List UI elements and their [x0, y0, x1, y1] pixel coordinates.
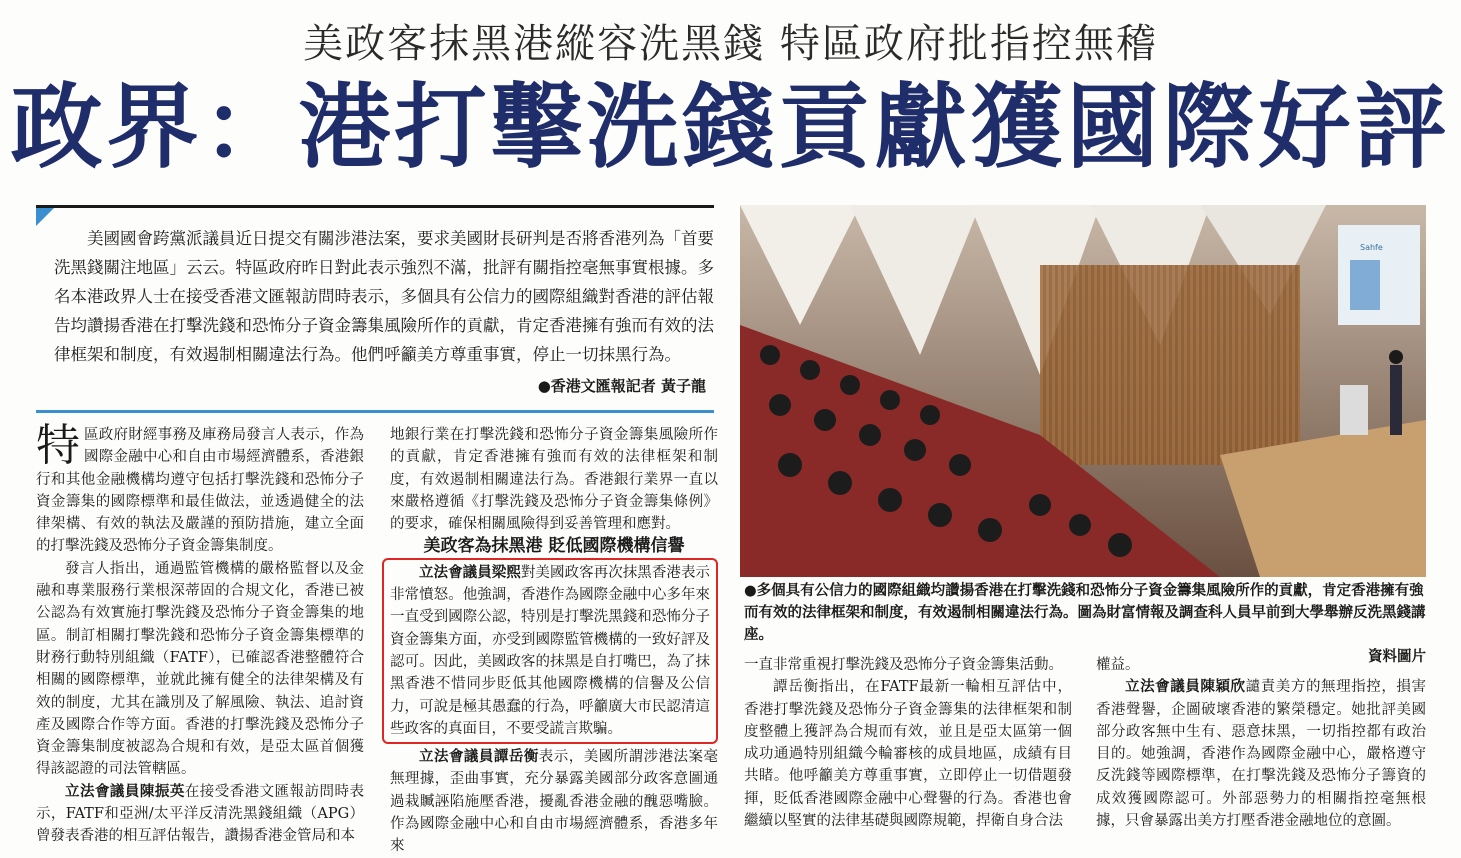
- subheading: 美政客為抹黑港 貶低國際機構信譽: [423, 536, 685, 557]
- paragraph: 對美國政客再次抹黑香港表示非常憤怒。他強調，香港作為國際金融中心多年來一直受到國際公認，特別是打擊洗黑錢和恐怖分子資金籌集方面，亦受到國際監管機構的一致好評及認可。因此，美國政客的抹黑是自打嘴巴，為了抹黑香港不惜同步貶低其他國際機構的信譽及公信力，可說是極其愚蠢的行為，呼籲廣大市民認清這些政客的真面目，不要受謊言欺騙。: [390, 564, 711, 737]
- news-photo-lecture-hall: [740, 205, 1426, 577]
- paragraph: 地銀行業在打擊洗錢和恐怖分子資金籌集風險所作的貢獻，肯定香港擁有強而有效的法律框架和制度，有效遏制相關違法行為。香港銀行業界一直以來嚴格遵循《打擊洗錢及恐怖分子資金籌集條例》的要求，確保相關風險得到妥善管理和應對。: [390, 427, 718, 533]
- caption-text: ●多個具有公信力的國際組織均讚揚香港在打擊洗錢和恐怖分子資金籌集風險所作的貢獻，肯定香港擁有強而有效的法律框架和制度，有效遏制相關違法行為。圖為財富情報及調查科人員早前到大學舉辦反洗黑錢講座。: [744, 583, 1426, 643]
- kicker-headline: 美政客抹黑港縱容洗黑錢 特區政府批指控無稽: [303, 21, 1158, 67]
- paragraph: 區政府財經事務及庫務局發言人表示，作為國際金融中心和自由市場經濟體系，香港銀行和其他金融機構均遵守包括打擊洗錢和恐怖分子資金籌集的國際標準和最佳做法，並透過健全的法律架構、有效的執法及嚴謹的預防措施，建立全面的打擊洗錢及恐怖分子資金籌集制度。: [36, 427, 364, 555]
- speaker-name: 立法會議員譚岳衡: [419, 749, 539, 766]
- speaker-name: 立法會議員陳振英: [65, 783, 185, 800]
- lecture-hall-illustration: [740, 205, 1426, 577]
- speaker-name: 立法會議員陳穎欣: [1125, 679, 1246, 696]
- byline: ●香港文匯報記者 黃子龍: [537, 377, 706, 395]
- paragraph: 發言人指出，通過監管機構的嚴格監督以及金融和專業服務行業根深蒂固的合規文化，香港已被公認為有效實施打擊洗錢及恐怖分子資金籌集的地區。制訂相關打擊洗錢和恐怖分子資金籌集標準的財務行動特別組織（FATF），已確認香港整體符合相關的國際標準，並就此擁有健全的法律架構及有效的制度，尤其在識別及了解風險、執法、追討資產及國際合作等方面。香港的打擊洗錢及恐怖分子資金籌集制度被認為合規和有效，是亞太區首個獲得該認證的司法管轄區。: [36, 560, 364, 778]
- article-column-1: [36, 420, 365, 845]
- paragraph: 表示，美國所謂涉港法案毫無理據，歪曲事實，充分暴露美國部分政客意圖通過栽贓誣陷施壓香港，擾亂香港金融的醜惡嘴臉。作為國際金融中心和自由市場經濟體系，香港多年來: [390, 749, 719, 855]
- paragraph: 權益。: [1096, 657, 1140, 673]
- lead-box: [36, 205, 714, 413]
- highlight-box: [382, 558, 718, 744]
- paragraph: 譴責美方的無理指控，損害香港聲譽，企圖破壞香港的繁榮穩定。她批評美國部分政客無中生有、惡意抹黑，一切指控都有政治目的。她強調，香港作為國際金融中心，嚴格遵守反洗錢等國際標準，在打擊洗錢及恐怖分子籌資的成效獲國際認可。外部惡勢力的相關指控毫無根據，只會暴露出美方打壓香港金融地位的意圖。: [1096, 679, 1427, 830]
- main-headline: 政界：港打擊洗錢貢獻獲國際好評: [10, 73, 1451, 181]
- paragraph: 在接受香港文匯報訪問時表示，FATF和亞洲/太平洋反清洗黑錢組織（APG）曾發表香港的相互評估報告，讚揚香港金管局和本: [36, 783, 365, 845]
- article-column-3: [744, 654, 1072, 838]
- paragraph: 譚岳衡指出，在FATF最新一輪相互評估中，香港打擊洗錢及恐怖分子資金籌集的法律框架和制度整體上獲評為合規而有效，並且是亞太區第一個成功通過特別組織今輪審核的成員地區，成績有目共睹。他呼籲美方尊重事實，立即停止一切借題發揮，貶低香港國際金融中心聲譽的行為。香港也會繼續以堅實的法律基礎與國際規範，捍衛自身合法: [744, 679, 1072, 830]
- article-column-2: [390, 424, 719, 855]
- photo-credit: 資料圖片: [1368, 649, 1426, 665]
- drop-cap: 特: [36, 420, 80, 471]
- lead-paragraph: 美國國會跨黨派議員近日提交有關涉港法案，要求美國財長研判是否將香港列為「首要洗黑錢關注地區」云云。特區政府昨日對此表示強烈不滿，批評有關指控毫無事實根據。多名本港政界人士在接受香港文匯報訪問時表示，多個具有公信力的國際組織對香港的評估報告均讚揚香港在打擊洗錢和恐怖分子資金籌集風險所作的貢獻，肯定香港擁有強而有效的法律框架和制度，有效遏制相關違法行為。他們呼籲美方尊重事實，停止一切抹黑行為。: [54, 229, 714, 364]
- slide-text: Sahfe: [1360, 243, 1383, 252]
- article-column-4: [1096, 654, 1426, 838]
- speaker-name: 立法會議員梁熙: [419, 564, 521, 581]
- paragraph: 一直非常重視打擊洗錢及恐怖分子資金籌集活動。: [744, 657, 1063, 673]
